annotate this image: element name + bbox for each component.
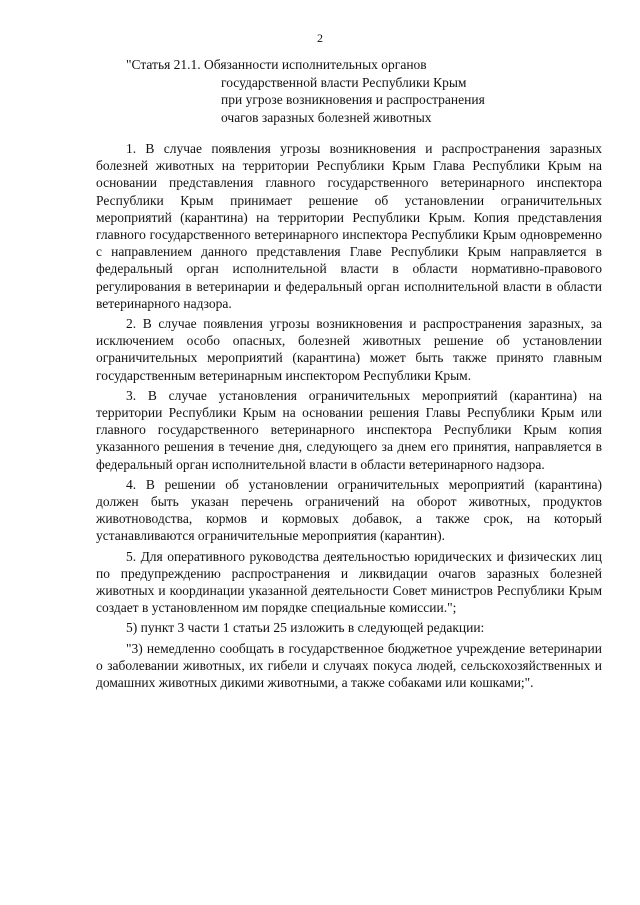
paragraph-5: 5. Для оперативного руководства деятельностью юридических и физических лиц по предупреждению распространения и ликвидации очагов заразных болезней животных и координации указанной деятельности Совет министров Республики Крым создает в установленном им порядке специальные комиссии."; bbox=[96, 548, 602, 616]
paragraph-1: 1. В случае появления угрозы возникновения и распространения заразных болезней животных на территории Республики Крым Глава Республики Крым на основании представления главного государственного ветеринарного инспектора Республики Крым принимает решение об установлении ограничительных мероприятий (карантина) на территории Республики Крым. Копия представления главного государственного ветеринарного инспектора Республики Крым одновременно с направлением данного представления Главе Республики Крым направляется в федеральный орган исполнительной власти в области нормативно-правового регулирования в ветеринарии и федеральный орган исполнительной власти в области ветеринарного надзора. bbox=[96, 141, 602, 311]
article-heading-line: при угрозе возникновения и распространения bbox=[221, 92, 485, 107]
paragraph-3: 3. В случае установления ограничительных мероприятий (карантина) на территории Республики Крым на основании решения Главы Республики Крым или главного государственного ветеринарного инспектора Республики Крым копия указанного решения в течение дня, следующего за днем его принятия, направляется в федеральный орган исполнительной власти в области ветеринарного надзора. bbox=[96, 387, 602, 472]
paragraph-4: 4. В решении об установлении ограничительных мероприятий (карантина) должен быть указан перечень ограничений на оборот животных, продуктов животноводства, кормов и кормовых добавок, а также срок, на который устанавливаются ограничительные мероприятия (карантин). bbox=[96, 476, 602, 544]
paragraph-2: 2. В случае появления угрозы возникновения и распространения заразных, за исключением особо опасных, болезней животных решение об установлении ограничительных мероприятий (карантина) может быть также принято главным государственным ветеринарным инспектором Республики Крым. bbox=[96, 316, 602, 383]
article-heading-line: очагов заразных болезней животных bbox=[221, 109, 432, 125]
article-heading bbox=[126, 56, 485, 126]
amendment-item-5: 5) пункт 3 части 1 статьи 25 изложить в следующей редакции: bbox=[126, 620, 485, 636]
page-number: 2 bbox=[317, 31, 323, 45]
amendment-text: "3) немедленно сообщать в государственное бюджетное учреждение ветеринарии о заболевании животных, их гибели и случаях покуса людей, сельскохозяйственных и домашних животных дикими животными, а также собаками или кошками;". bbox=[96, 640, 602, 691]
article-heading-line: государственной власти Республики Крым bbox=[221, 74, 467, 90]
article-body bbox=[96, 140, 602, 694]
article-heading-line: "Статья 21.1. Обязанности исполнительных органов bbox=[126, 57, 427, 72]
